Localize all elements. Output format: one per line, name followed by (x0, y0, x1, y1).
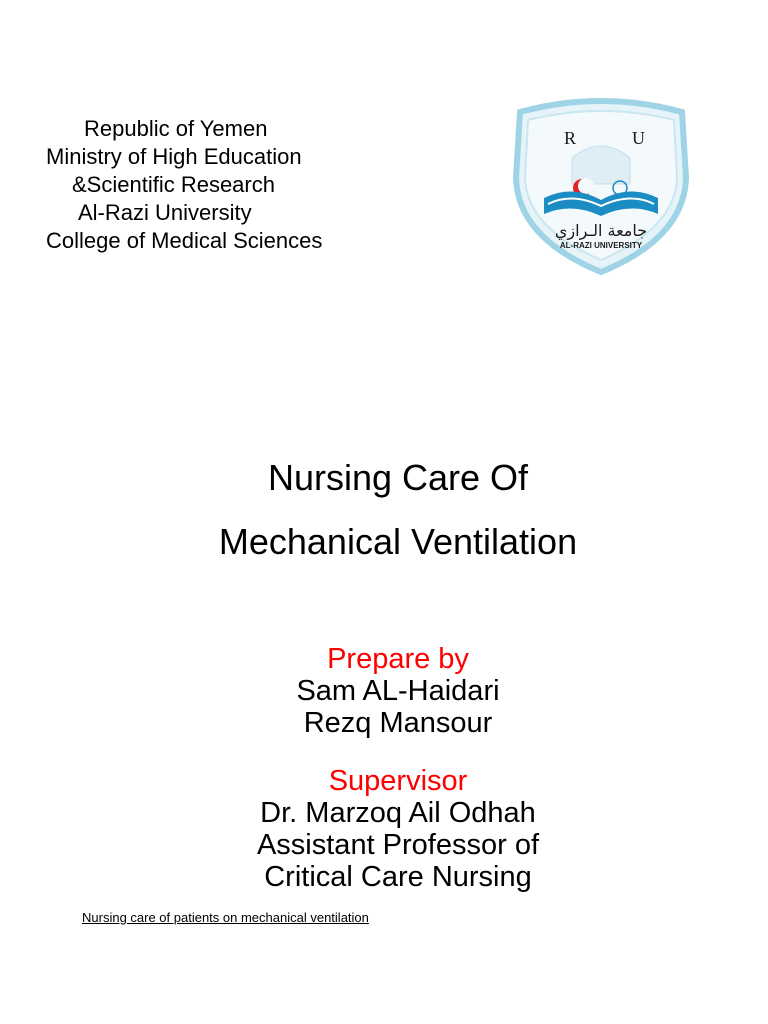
logo-letter-r: R (564, 128, 577, 148)
supervisor-label: Supervisor (328, 765, 468, 797)
logo-english-name: AL-RAZI UNIVERSITY (559, 241, 643, 250)
header-university: Al-Razi University (78, 200, 252, 225)
university-logo (498, 88, 704, 278)
header-country: Republic of Yemen (84, 116, 268, 141)
supervisor-position-line2: Critical Care Nursing (264, 861, 532, 893)
supervisor-position-line1: Assistant Professor of (256, 829, 540, 861)
supervisor-name: Dr. Marzoq Ail Odhah (260, 797, 536, 829)
prepared-by-label: Prepare by (327, 643, 469, 675)
document-title-line2: Mechanical Ventilation (218, 521, 578, 562)
document-title-line1: Nursing Care Of (267, 457, 529, 498)
header-research: &Scientific Research (72, 172, 275, 197)
header-college: College of Medical Sciences (46, 228, 323, 253)
author-name-1: Sam AL-Haidari (296, 675, 500, 707)
logo-arabic-name: جامعة الـرازي (554, 221, 648, 240)
author-name-2: Rezq Mansour (303, 707, 493, 739)
header-ministry: Ministry of High Education (46, 144, 302, 169)
document-link[interactable]: Nursing care of patients on mechanical ventilation (82, 910, 369, 925)
logo-letter-u: U (632, 128, 645, 148)
